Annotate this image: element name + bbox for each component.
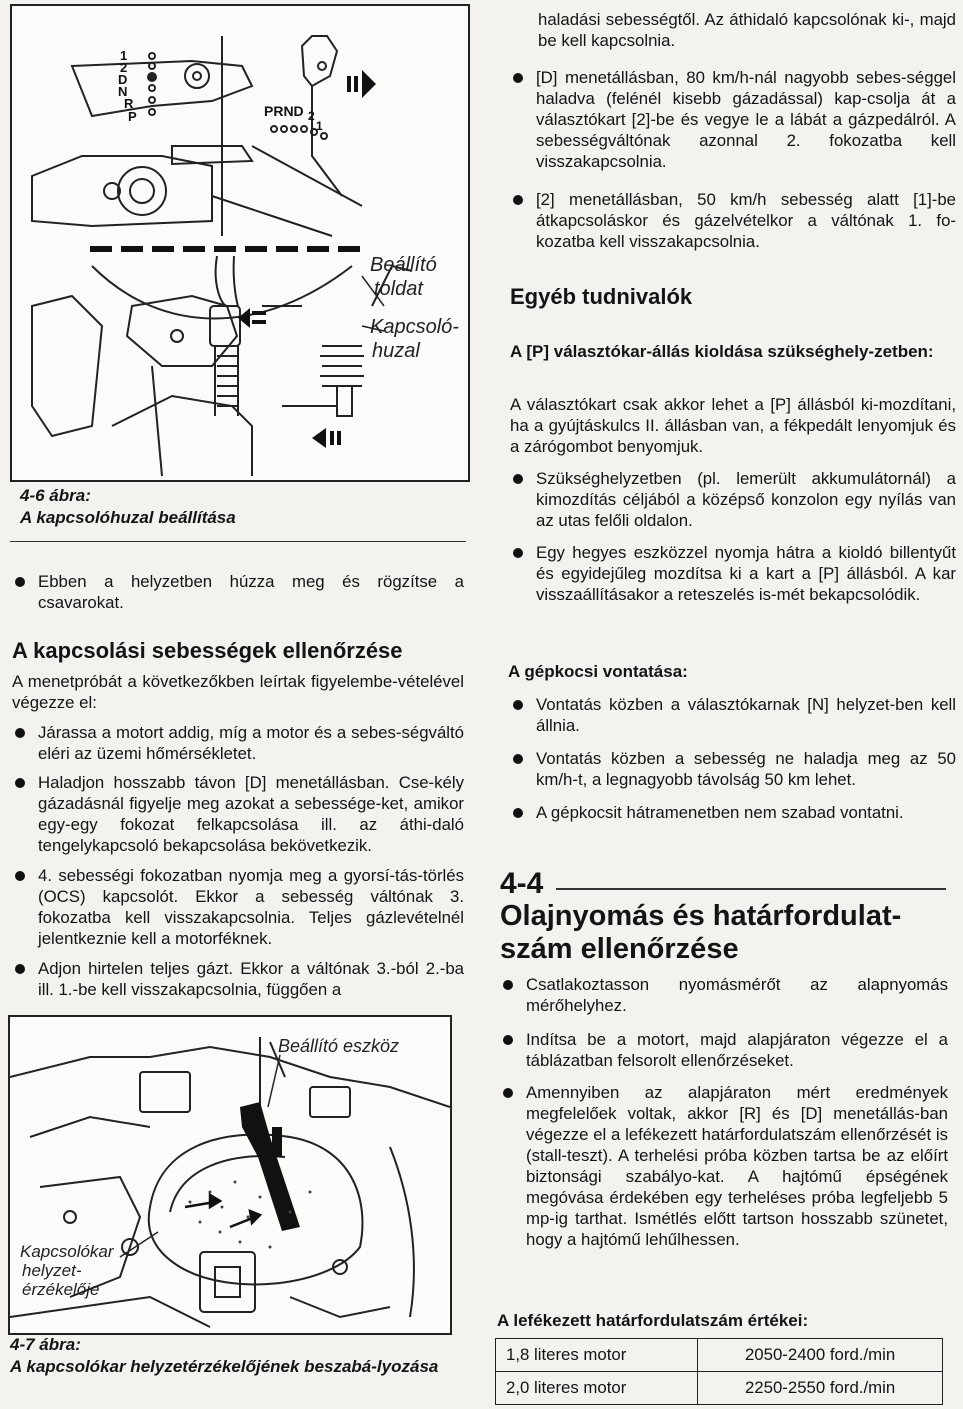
subheading-towing: A gépkocsi vontatása:: [508, 662, 688, 681]
heading-shift-speeds: A kapcsolási sebességek ellenőrzése: [12, 638, 403, 663]
label-beallito: Beállító: [370, 254, 437, 276]
gate-label-1: 1: [316, 119, 323, 133]
continued-paragraph: haladási sebességtől. Az áthidaló kapcsolónak ki-, majd be kell kapcsolnia.: [538, 10, 956, 50]
label-sensor-3: érzékelője: [22, 1280, 100, 1299]
bullet-ocs: 4. sebességi fokozatban nyomja meg a gyorsí-tás-törlés (OCS) kapcsolót. Ekkor a sebesség váltónak 3. fokozatba kell visszakapcsolnia. Teljes gázlevételnél jelentkeznie kell a motorféknek.: [12, 865, 464, 949]
chapter-number: 4-4: [500, 867, 544, 900]
figure-selector-sensor: [8, 1015, 452, 1335]
label-toldat: toldat: [374, 278, 423, 300]
table-row: [496, 1339, 943, 1372]
bullet-emergency: Szükséghelyzetben (pl. lemerült akkumulátornál) a kimozdítás céljából a középső konzolon egy nyílás van az utas felőli oldalon.: [510, 468, 956, 531]
selector-label-d: D: [118, 72, 128, 87]
figure-shift-cable-adjustment: [10, 4, 470, 482]
gate-label-2: 2: [308, 109, 315, 123]
divider: [10, 541, 466, 542]
heading-other-info: Egyéb tudnivalók: [510, 284, 693, 309]
bullet-drive-d: Haladjon hosszabb távon [D] menetállásban. Cse-kély gázadásnál figyelje meg azokat a sebessége-ket, amikor egy-egy fokozat felkapcsolása ill. az áthi-daló tengelykapcsoló bekapcsolása bekövetkezik.: [12, 772, 464, 856]
stall-speed-table: [495, 1338, 943, 1405]
speed-cell: 2050-2400 ford./min: [698, 1339, 943, 1372]
subheading-p-release: A [P] választókar-állás kioldása szükséghely-zetben:: [510, 342, 934, 361]
chapter-rule: [556, 888, 946, 890]
speed-cell: 2250-2550 ford./min: [698, 1372, 943, 1405]
engine-cell: 2,0 literes motor: [496, 1372, 698, 1405]
gate-label-prnd: PRND: [264, 103, 304, 119]
chapter-title-line2: szám ellenőrzése: [500, 933, 739, 965]
bullet-pointed-tool: Egy hegyes eszközzel nyomja hátra a kioldó billentyűt és egyidejűleg mozdítsa ki a kart a [P] állásból. A kar visszaállításakor a reteszelés is-mét bekapcsolódik.: [510, 542, 956, 605]
shift-cable-drawing: [12, 6, 468, 480]
bullet-start-engine: Indítsa be a motort, majd alapjáraton végezze el a táblázatban felsorolt ellenőrzéseket.: [500, 1029, 948, 1071]
label-sensor-2: helyzet-: [22, 1261, 82, 1280]
bullet-stall-test: Amennyiben az alapjáraton mért eredmények megfelelőek voltak, akkor [R] és [D] menetállás-ban végezze el a lefékezett határfordulatszám ellenőrzését is (stall-teszt). A terhelési próba közben tartsa be az előírt biztonsági szabályo-kat. A hajtómű épségének megóvása érdekében egy terheléses próba legfeljebb 5 mp-ig tarthat. Ismétlés előtt tartson hosszabb szünetet, hogy a hajtómű lehűlhessen.: [500, 1082, 948, 1250]
label-sensor-1: Kapcsolókar: [20, 1242, 114, 1261]
engine-cell: 1,8 literes motor: [496, 1339, 698, 1372]
figure1-caption-number: 4-6 ábra:: [20, 486, 91, 505]
label-kapcsolo: Kapcsoló-: [370, 316, 459, 338]
label-beallito-eszkoz: Beállító eszköz: [278, 1036, 400, 1056]
table-title: A lefékezett határfordulatszám értékei:: [497, 1311, 809, 1330]
bullet-d-80kmh: [D] menetállásban, 80 km/h-nál nagyobb sebes-séggel haladva (felénél kisebb gázadással) kap-csolja át a választókart [2]-be és vegye le a lábát a gázpedálról. A sebességváltónak azonnal 2. fokozatba kell visszakapcsolnia.: [510, 67, 956, 172]
selector-label-p: P: [128, 109, 137, 124]
paragraph-p-release: A választókart csak akkor lehet a [P] állásból ki-mozdítani, ha a gyújtáskulcs II. állásban van, a fékpedált lenyomjuk és a zárógombot benyomjuk.: [510, 395, 956, 456]
figure1-caption-title: A kapcsolóhuzal beállítása: [20, 508, 236, 527]
bullet-warmup: Járassa a motort addig, míg a motor és a sebes-ségváltó eléri az üzemi hőmérsékletet.: [12, 722, 464, 764]
bullet-fix-screws: Ebben a helyzetben húzza meg és rögzítse a csavarokat.: [12, 571, 464, 613]
selector-label-1: 1: [120, 48, 128, 63]
bullet-tow-neutral: Vontatás közben a választókarnak [N] helyzet-ben kell állnia.: [510, 694, 956, 736]
figure2-caption-title: A kapcsolókar helyzetérzékelőjének beszabá-lyozása: [10, 1357, 439, 1376]
figure2-caption-number: 4-7 ábra:: [10, 1335, 81, 1354]
intro-paragraph: A menetpróbát a következőkben leírtak figyelembe-vételével végezze el:: [12, 672, 464, 712]
selector-label-2: 2: [120, 60, 128, 75]
bullet-tow-speed: Vontatás közben a sebesség ne haladja meg az 50 km/h-t, a legnagyobb távolság 50 km lehet.: [510, 748, 956, 790]
bullet-2-50kmh: [2] menetállásban, 50 km/h sebesség alatt [1]-be átkapcsoláskor és gázelvételkor a váltónak 1. fo-kozatba kell visszakapcsolnia.: [510, 189, 956, 252]
bullet-pressure-gauge: Csatlakoztasson nyomásmérőt az alapnyomás mérőhelyhez.: [500, 974, 948, 1016]
bullet-tow-reverse: A gépkocsit hátramenetben nem szabad vontatni.: [510, 802, 956, 823]
chapter-title-line1: Olajnyomás és határfordulat-: [500, 900, 902, 932]
selector-label-n: N: [118, 84, 128, 99]
selector-label-r: R: [124, 96, 134, 111]
table-row: [496, 1372, 943, 1405]
bullet-full-throttle: Adjon hirtelen teljes gázt. Ekkor a váltónak 3.-ból 2.-ba ill. 1.-be kell visszakapcsolnia, függően a: [12, 958, 464, 1000]
label-huzal: huzal: [372, 340, 420, 362]
